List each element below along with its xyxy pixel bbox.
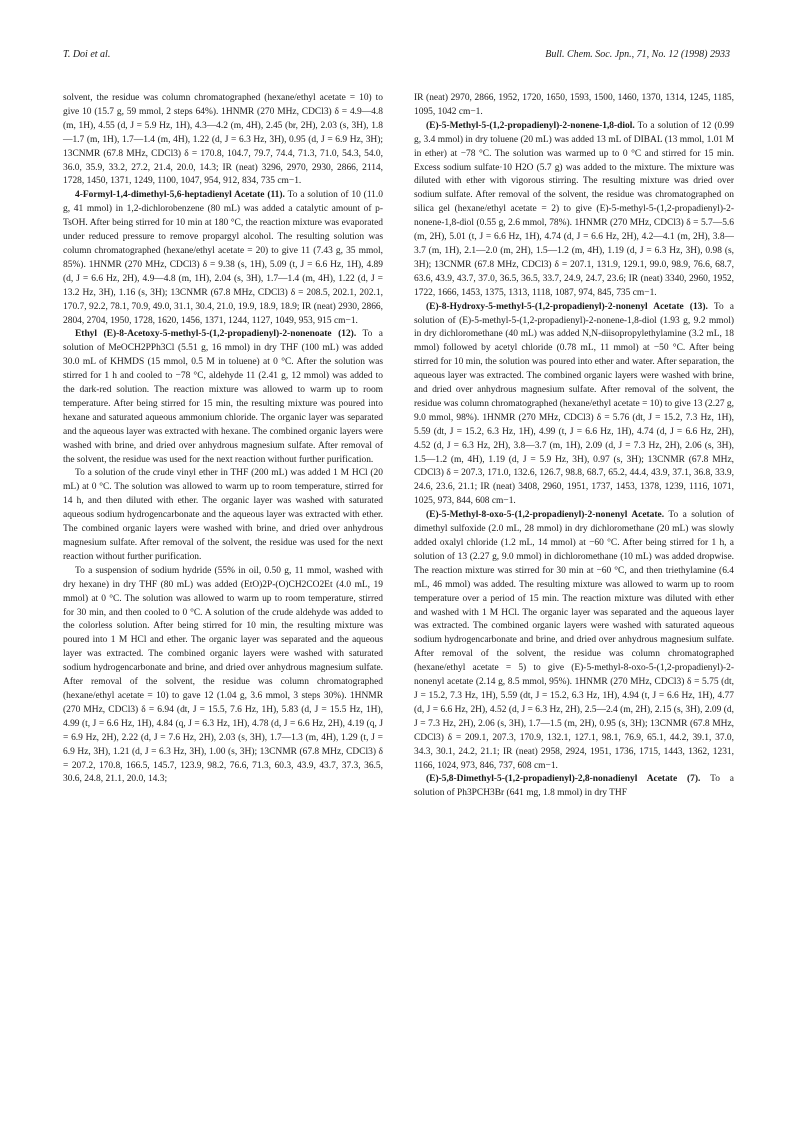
left-column — [63, 92, 383, 787]
paragraph — [63, 92, 383, 189]
compound-heading: (E)-5-Methyl-5-(1,2-propadienyl)-2-nonene-1,8-diol. — [426, 120, 635, 131]
paragraph-text: To a solution of MeOCH2PPh3Cl (5.51 g, 16 mmol) in dry THF (100 mL) was added 30.0 mL of KHMDS (15 mmol, 0.5 M in toluene) at 0 °C. After the solution was stirred for 1 h and cooled to −78 °C, aldehyde 11 (2.41 g, 12 mmol) was added to the dark-red solution. The reaction mixture was allowed to warm up to room temperature. After being stirred for 15 min, the resulting mixture was poured into hexane and saturated aqueous ammonium chloride. The organic layer was separated and the aqueous layer was extracted with hexane. The combined organic layers were washed with brine, and dried over anhydrous magnesium sulfate. After removal of the solvent, the residue was used for the next reaction without further purification. — [63, 329, 383, 465]
compound-heading: (E)-8-Hydroxy-5-methyl-5-(1,2-propadienyl)-2-nonenyl Acetate (13). — [426, 301, 708, 312]
paragraph-text: To a solution of dimethyl sulfoxide (2.0 mL, 28 mmol) in dry dichloromethane (20 mL) was slowly added oxalyl chloride (1.2 mL, 14 mmol) at −60 °C. After being stirred for 1 h, a solution of 13 (2.27 g, 9.0 mmol) in dichloromethane (10 mL) was added dropwise. The reaction mixture was stirred for 30 min at −60 °C, and then triethylamine (6.4 mL, 46 mmol) was added. The resulting mixture was allowed to warm up to room temperature over a period of 15 min. The reaction mixture was diluted with ether and washed with 1 M HCl. The organic layer was separated and the aqueous layer was extracted. The combined organic layers were washed with saturated aqueous sodium hydrogencarbonate and brine, and dried over anhydrous magnesium sulfate. After removal of the solvent, the residue was column chromatographed (hexane/ethyl acetate = 5) to give (E)-5-methyl-8-oxo-5-(1,2-propadienyl)-2-nonenyl acetate (2.14 g, 8.5 mmol, 95%). 1HNMR (270 MHz, CDCl3) δ = 5.75 (dt, J = 15.2, 7.3 Hz, 1H), 5.59 (dt, J = 15.2, 6.3 Hz, 1H), 4.94 (t, J = 6.6 Hz, 1H), 4.77 (d, J = 6.6 Hz, 2H), 4.52 (d, J = 6.3 Hz, 2H), 2.5—2.4 (m, 2H), 2.15 (s, 3H), 2.09 (d, J = 7.3 Hz, 2H), 2.06 (s, 3H), 1.7—1.5 (m, 2H), 0.95 (s, 3H); 13CNMR (67.8 MHz, CDCl3) δ = 209.1, 207.3, 170.9, 132.1, 127.1, 98.1, 76.9, 65.1, 44.2, 39.1, 37.0, 34.3, 30.1, 24.2, 21.1; IR (neat) 2958, 2924, 1951, 1736, 1715, 1443, 1362, 1231, 1166, 1024, 973, 846, 737, 608 cm−1. — [414, 510, 734, 771]
paragraph — [414, 773, 734, 801]
paragraph-text: To a solution of (E)-5-methyl-5-(1,2-propadienyl)-2-nonene-1,8-diol (1.93 g, 9.2 mmol) in dry dichloromethane (40 mL) was added N,N-diisopropylethylamine (3.2 mL, 18 mmol) followed by acetyl chloride (0.78 mL, 11 mmol) at −50 °C. After being stirred for 10 min, the solution was poured into ether and water. After separation, the aqueous layer was extracted. The combined organic layers were washed with brine, and dried over anhydrous magnesium sulfate. After removal of the solvent, the residue was column chromatographed (hexane/ethyl acetate = 10) to give 13 (2.27 g, 9.0 mmol, 98%). 1HNMR (270 MHz, CDCl3) δ = 5.76 (dt, J = 15.2, 7.3 Hz, 1H), 5.59 (dt, J = 15.2, 6.3 Hz, 1H), 4.99 (t, J = 6.6 Hz, 1H), 4.74 (d, J = 6.6 Hz, 2H), 4.52 (d, J = 6.3 Hz, 2H), 3.8—3.7 (m, 1H), 2.09 (d, J = 7.3 Hz, 2H), 2.06 (s, 3H), 1.5—1.2 (m, 4H), 1.19 (d, J = 5.9 Hz, 3H), 0.97 (s, 3H); 13CNMR (67.8 MHz, CDCl3) δ = 207.3, 171.0, 132.6, 126.7, 98.8, 68.7, 65.2, 44.4, 43.9, 37.1, 36.8, 33.9, 24.6, 23.6, 21.1; IR (neat) 3408, 2960, 1951, 1737, 1453, 1378, 1239, 1116, 1071, 1025, 973, 844, 608 cm−1. — [414, 301, 734, 507]
right-column — [414, 92, 734, 801]
paragraph-text: solvent, the residue was column chromatographed (hexane/ethyl acetate = 10) to give 10 (15.7 g, 59 mmol, 2 steps 64%). 1HNMR (270 MHz, CDCl3) δ = 4.9—4.8 (m, 1H), 4.55 (d, J = 5.9 Hz, 1H), 4.3—4.2 (m, 4H), 2.45 (br, 2H), 2.03 (s, 3H), 1.8—1.7 (m, 1H), 1.7—1.4 (m, 4H), 1.22 (d, J = 6.3 Hz, 3H), 0.95 (d, J = 6.9 Hz, 3H); 13CNMR (67.8 MHz, CDCl3) δ = 170.8, 104.7, 79.7, 74.4, 71.3, 71.0, 54.3, 54.0, 36.0, 35.9, 33.2, 27.2, 21.4, 20.0, 14.3; IR (neat) 3296, 2970, 2930, 2866, 2114, 1728, 1450, 1371, 1249, 1100, 1047, 954, 912, 834, 735 cm−1. — [63, 93, 383, 187]
paragraph-text: To a solution of the crude vinyl ether in THF (200 mL) was added 1 M HCl (20 mL) at 0 °C. The solution was allowed to warm up to room temperature, stirred for 14 h, and then diluted with ether. The organic layer was washed with saturated aqueous sodium hydrogencarbonate and the aqueous layer was extracted with ether. The combined organic layers were washed with brine, and dried over anhydrous magnesium sulfate. After removal of the solvent, the residue was used for the next reaction without further purification. — [63, 468, 383, 562]
header-authors: T. Doi et al. — [63, 49, 111, 60]
paragraph-text: IR (neat) 2970, 2866, 1952, 1720, 1650, 1593, 1500, 1460, 1370, 1314, 1245, 1185, 1095, 1042 cm−1. — [414, 93, 734, 117]
paragraph — [414, 509, 734, 773]
paragraph-text: To a solution of 10 (11.0 g, 41 mmol) in 1,2-dichlorobenzene (80 mL) was added a catalytic amount of p-TsOH. After being stirred for 10 min at 180 °C, the reaction mixture was evaporated under reduced pressure to remove propargyl alcohol. The resulting solution was column chromatographed (hexane/ethyl acetate = 20) to give 11 (7.43 g, 35 mmol, 85%). 1HNMR (270 MHz, CDCl3) δ = 9.38 (s, 1H), 5.09 (t, J = 6.6 Hz, 1H), 4.89 (d, J = 6.6 Hz, 2H), 4.9—4.8 (m, 1H), 2.04 (s, 3H), 1.7—1.4 (m, 4H), 1.22 (d, J = 13.2 Hz, 3H), 1.16 (s, 3H); 13CNMR (67.8 MHz, CDCl3) δ = 208.5, 202.1, 202.1, 170.7, 92.2, 78.1, 70.9, 49.0, 31.1, 30.4, 21.0, 19.9, 18.9, 18.9; IR (neat) 2930, 2866, 2804, 2704, 1950, 1728, 1620, 1456, 1371, 1244, 1127, 1049, 953, 915 cm−1. — [63, 190, 383, 326]
paragraph — [414, 120, 734, 301]
paragraph — [414, 92, 734, 120]
paragraph — [63, 467, 383, 564]
header-journal: Bull. Chem. Soc. Jpn., 71, No. 12 (1998) 2933 — [545, 49, 730, 60]
paragraph — [414, 301, 734, 510]
paragraph-text: To a solution of 12 (0.99 g, 3.4 mmol) in dry toluene (20 mL) was added 13 mL of DIBAL (13 mmol, 1.01 M in ether) at −78 °C. The solution was warmed up to 0 °C and stirred for 15 min. Excess sodium sulfate·10 H2O (5.7 g) was added to the mixture. The mixture was diluted with ether with vigorous stirring. The resulting mixture was dried over sodium sulfate. After removal of the solvent, the residue was chromatographed on silica gel (hexane/ethyl acetate = 2) to give (E)-5-methyl-5-(1,2-propadienyl)-2-nonene-1,8-diol (0.55 g, 2.6 mmol, 78%). 1HNMR (270 MHz, CDCl3) δ = 5.7—5.6 (m, 2H), 5.01 (t, J = 6.6 Hz, 1H), 4.74 (d, J = 6.6 Hz, 2H), 4.2—4.1 (m, 2H), 3.8—3.7 (m, 1H), 2.1—2.0 (m, 2H), 1.5—1.2 (m, 4H), 1.19 (d, J = 6.3 Hz, 3H), 0.98 (s, 3H); 13CNMR (67.8 MHz, CDCl3) δ = 207.1, 131.9, 129.1, 99.0, 98.9, 76.6, 68.7, 63.6, 43.9, 43.7, 37.0, 36.5, 36.5, 33.7, 24.9, 24.7, 23.6; IR (neat) 3340, 2960, 1952, 1722, 1666, 1453, 1375, 1313, 1118, 1087, 974, 845, 735 cm−1. — [414, 120, 734, 298]
paragraph — [63, 189, 383, 328]
paragraph — [63, 565, 383, 788]
paragraph — [63, 328, 383, 467]
running-header — [63, 48, 730, 61]
paragraph-text: To a solution of Ph3PCH3Br (641 mg, 1.8 mmol) in dry THF — [414, 774, 734, 799]
compound-heading: (E)-5-Methyl-8-oxo-5-(1,2-propadienyl)-2-nonenyl Acetate. — [426, 510, 665, 521]
compound-heading: (E)-5,8-Dimethyl-5-(1,2-propadienyl)-2,8-nonadienyl Acetate (7). — [426, 774, 701, 785]
compound-heading: Ethyl (E)-8-Acetoxy-5-methyl-5-(1,2-propadienyl)-2-nonenoate (12). — [75, 329, 357, 340]
paragraph-text: To a suspension of sodium hydride (55% in oil, 0.50 g, 11 mmol, washed with dry hexane) in dry THF (80 mL) was added (EtO)2P-(O)CH2CO2Et (4.0 mL, 19 mmol) at 0 °C. The solution was allowed to warm up to room temperature, stirred for 30 min, and then cooled to 0 °C. A solution of the crude aldehyde was added to the colorless solution. After being stirred for 10 min, the resulting mixture was poured into 1 M HCl and ether. The organic layer was separated and the aqueous layer was extracted. The combined organic layers were washed with saturated sodium hydrogencarbonate and brine, and dried over anhydrous magnesium sulfate. After removal of the solvent, the residue was column chromatographed (hexane/ethyl acetate = 10) to gave 12 (1.04 g, 3.6 mmol, 3 steps 30%). 1HNMR (270 MHz, CDCl3) δ = 6.94 (dt, J = 15.5, 7.6 Hz, 1H), 5.83 (d, J = 15.5 Hz, 1H), 4.99 (t, J = 6.6 Hz, 1H), 4.84 (q, J = 6.3 Hz, 1H), 4.78 (d, J = 6.6 Hz, 2H), 4.19 (q, J = 6.9 Hz, 2H), 2.22 (d, J = 7.6 Hz, 2H), 2.03 (s, 3H), 1.7—1.3 (m, 4H), 1.29 (t, J = 6.9 Hz, 3H), 1.21 (d, J = 6.3 Hz, 3H), 1.00 (s, 3H); 13CNMR (67.8 MHz, CDCl3) δ = 207.2, 170.8, 166.5, 145.7, 123.9, 98.2, 76.6, 71.3, 60.3, 43.9, 43.7, 37.3, 36.5, 30.6, 24.8, 21.1, 20.0, 14.3; — [63, 565, 383, 785]
compound-heading: 4-Formyl-1,4-dimethyl-5,6-heptadienyl Acetate (11). — [75, 190, 285, 201]
